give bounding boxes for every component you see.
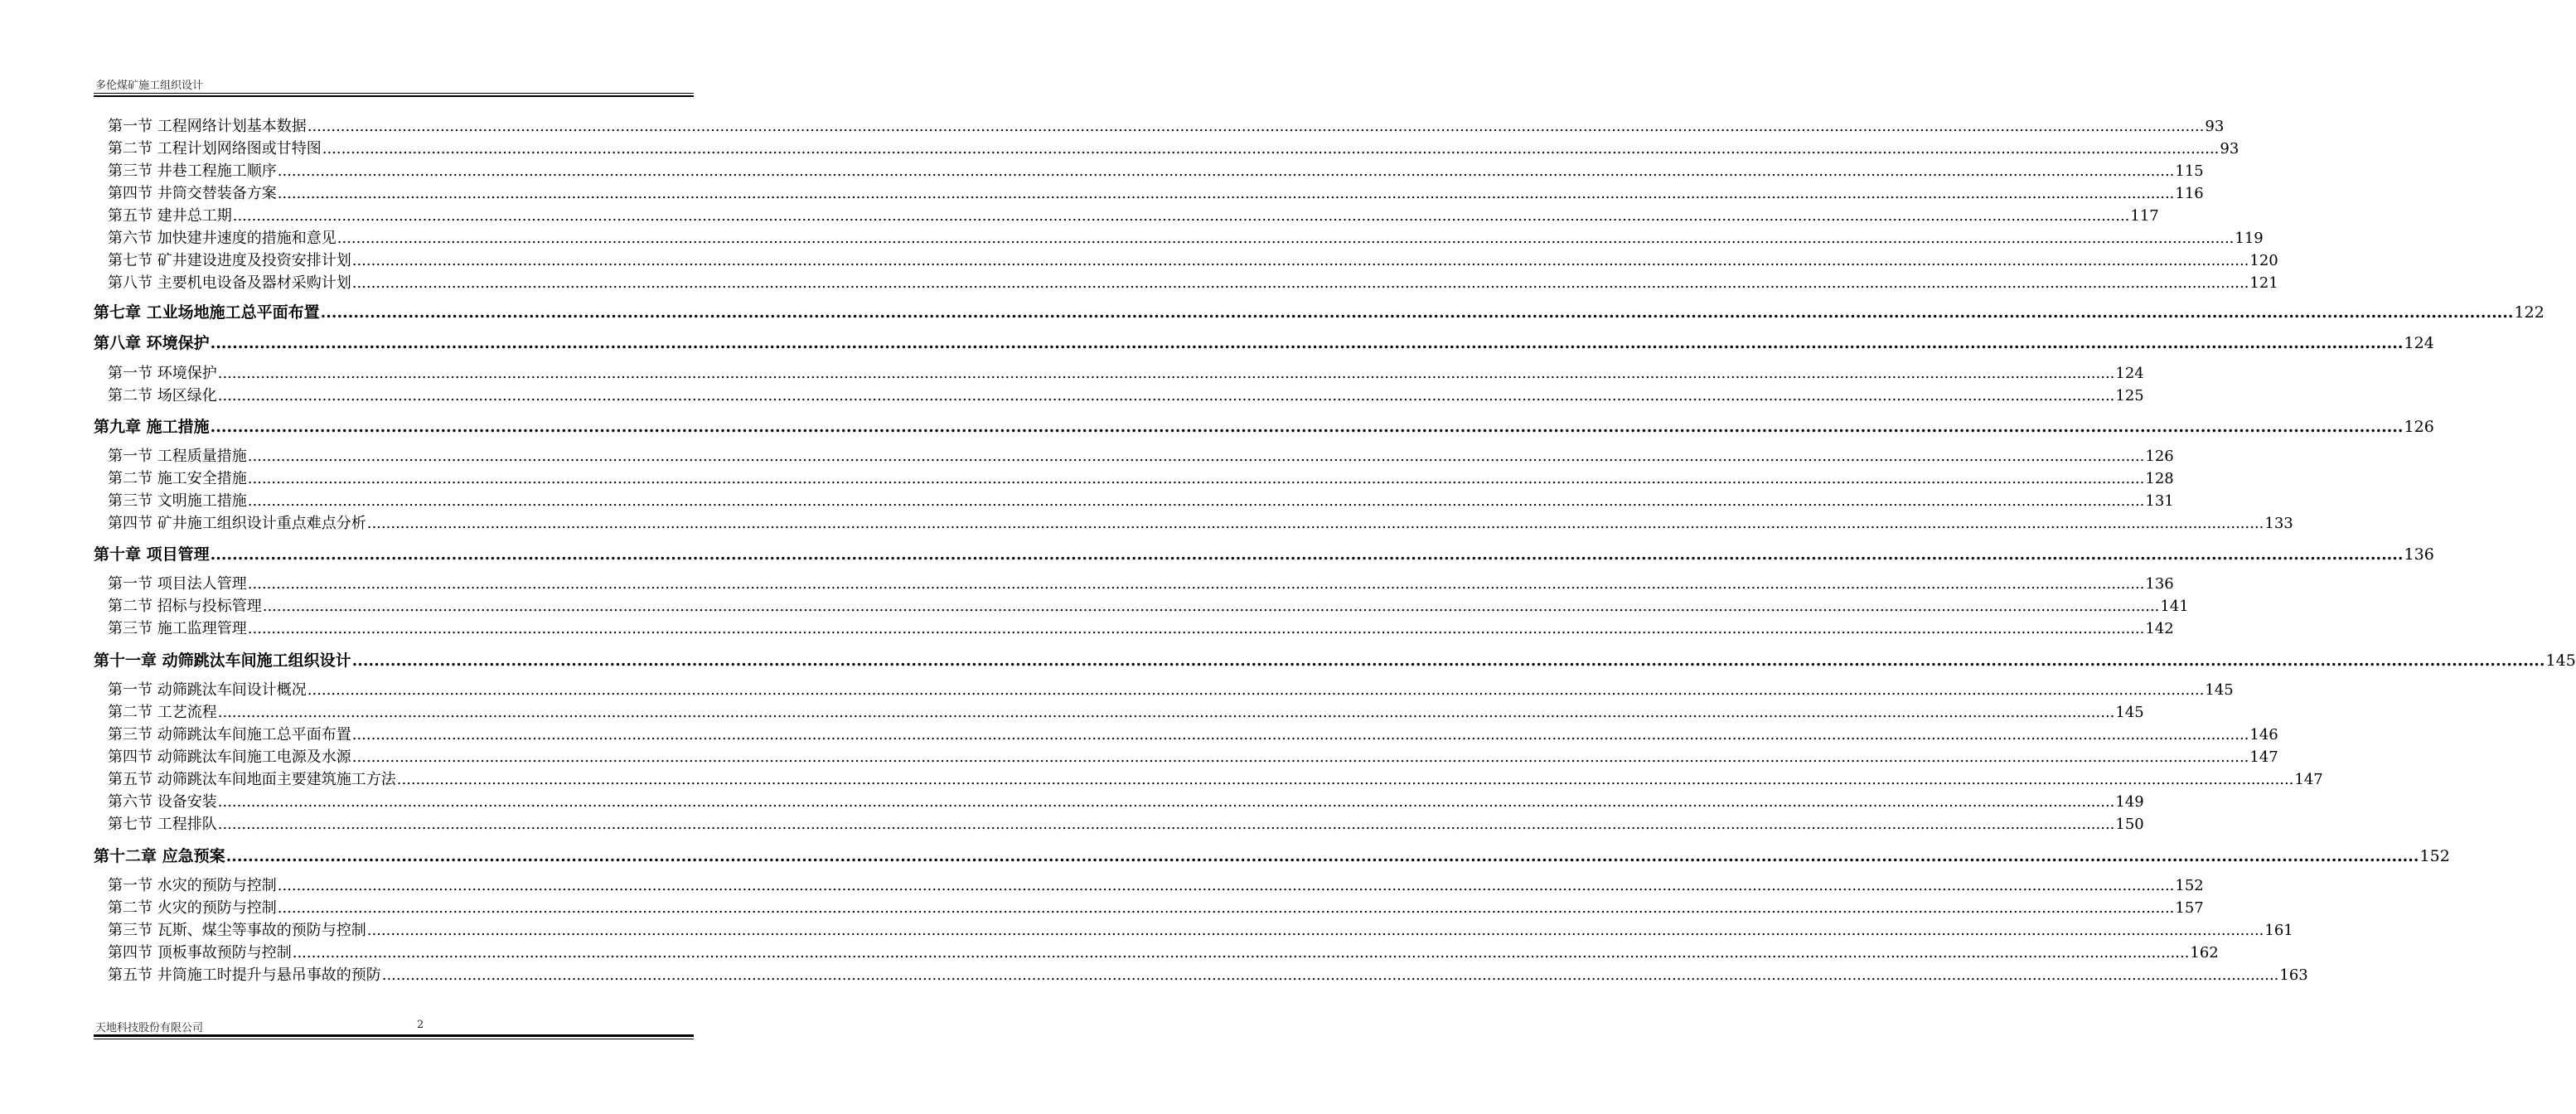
toc-dot-leader: ................................................................................................................................................................................................................................................................................................................................................................................................................	[396, 771, 2294, 788]
header-rule	[94, 93, 694, 94]
toc-dot-leader: ................................................................................................................................................................................................................................................................................................................................................................................................................	[262, 598, 2160, 615]
toc-entry-title: 第六节 加快建井速度的措施和意见	[108, 230, 337, 247]
toc-entry-page: 150	[2115, 816, 2144, 833]
toc-chapter-entry[interactable]	[94, 414, 2434, 438]
toc-dot-leader: ................................................................................................................................................................................................................................................................................................................................................................................................................	[225, 847, 2419, 865]
toc-entry-page: 141	[2160, 598, 2189, 615]
toc-entry-page: 152	[2175, 877, 2204, 894]
toc-section-entry[interactable]	[108, 226, 2264, 248]
toc-dot-leader: ................................................................................................................................................................................................................................................................................................................................................................................................................	[210, 334, 2404, 352]
toc-section-entry[interactable]	[108, 572, 2174, 593]
toc-dot-leader: ................................................................................................................................................................................................................................................................................................................................................................................................................	[292, 944, 2190, 961]
toc-entry-page: 124	[2404, 334, 2434, 352]
toc-section-entry[interactable]	[108, 896, 2204, 918]
toc-entry-title: 第十章 项目管理	[94, 545, 210, 564]
toc-dot-leader: ................................................................................................................................................................................................................................................................................................................................................................................................................	[337, 230, 2235, 247]
toc-section-entry[interactable]	[108, 182, 2204, 203]
toc-section-entry[interactable]	[108, 700, 2144, 722]
toc-entry-page: 136	[2145, 575, 2174, 593]
toc-entry-title: 第五节 建井总工期	[108, 207, 232, 225]
toc-entry-page: 93	[2220, 140, 2239, 157]
toc-section-entry[interactable]	[108, 271, 2278, 293]
toc-entry-page: 147	[2249, 748, 2278, 766]
toc-entry-title: 第四节 井筒交替装备方案	[108, 185, 277, 202]
toc-entry-title: 第四节 矿井施工组织设计重点难点分析	[108, 515, 366, 532]
page-header-title: 多伦煤矿施工组织设计	[95, 80, 204, 92]
toc-section-entry[interactable]	[108, 678, 2234, 700]
toc-entry-title: 第十一章 动筛跳汰车间施工组织设计	[94, 651, 351, 670]
footer-company: 天地科技股份有限公司	[95, 1022, 204, 1034]
toc-entry-page: 133	[2264, 515, 2293, 532]
toc-dot-leader: ................................................................................................................................................................................................................................................................................................................................................................................................................	[217, 816, 2115, 833]
toc-entry-page: 146	[2249, 726, 2278, 743]
toc-entry-page: 124	[2115, 365, 2144, 382]
toc-dot-leader: ................................................................................................................................................................................................................................................................................................................................................................................................................	[217, 365, 2115, 382]
toc-dot-leader: ................................................................................................................................................................................................................................................................................................................................................................................................................	[351, 252, 2249, 269]
toc-entry-page: 142	[2145, 620, 2174, 637]
toc-dot-leader: ................................................................................................................................................................................................................................................................................................................................................................................................................	[247, 492, 2145, 510]
toc-dot-leader: ................................................................................................................................................................................................................................................................................................................................................................................................................	[232, 207, 2130, 225]
toc-dot-leader: ................................................................................................................................................................................................................................................................................................................................................................................................................	[277, 877, 2175, 894]
toc-section-entry[interactable]	[108, 745, 2278, 767]
toc-dot-leader: ................................................................................................................................................................................................................................................................................................................................................................................................................	[366, 922, 2264, 939]
toc-dot-leader: ................................................................................................................................................................................................................................................................................................................................................................................................................	[320, 303, 2514, 322]
toc-dot-leader: ................................................................................................................................................................................................................................................................................................................................................................................................................	[210, 545, 2404, 564]
toc-entry-page: 122	[2514, 303, 2545, 322]
toc-dot-leader: ................................................................................................................................................................................................................................................................................................................................................................................................................	[277, 899, 2175, 917]
toc-entry-title: 第三节 瓦斯、煤尘等事故的预防与控制	[108, 922, 366, 939]
toc-entry-page: 147	[2294, 771, 2323, 788]
toc-dot-leader: ................................................................................................................................................................................................................................................................................................................................................................................................................	[247, 620, 2145, 637]
footer-rule-thick	[94, 1034, 694, 1037]
toc-dot-leader: ................................................................................................................................................................................................................................................................................................................................................................................................................	[351, 274, 2249, 292]
toc-dot-leader: ................................................................................................................................................................................................................................................................................................................................................................................................................	[247, 448, 2145, 465]
toc-dot-leader: ................................................................................................................................................................................................................................................................................................................................................................................................................	[351, 651, 2545, 670]
toc-section-entry[interactable]	[108, 159, 2204, 181]
toc-entry-page: 163	[2279, 966, 2308, 984]
toc-dot-leader: ................................................................................................................................................................................................................................................................................................................................................................................................................	[351, 726, 2249, 743]
toc-section-entry[interactable]	[108, 467, 2174, 488]
toc-entry-page: 119	[2235, 230, 2264, 247]
toc-chapter-entry[interactable]	[94, 300, 2545, 323]
toc-dot-leader: ................................................................................................................................................................................................................................................................................................................................................................................................................	[217, 704, 2115, 721]
toc-section-entry[interactable]	[108, 511, 2293, 533]
toc-dot-leader: ................................................................................................................................................................................................................................................................................................................................................................................................................	[217, 793, 2115, 811]
toc-entry-page: 115	[2175, 162, 2204, 180]
toc-chapter-entry[interactable]	[94, 331, 2434, 354]
toc-entry-title: 第四节 顶板事故预防与控制	[108, 944, 292, 961]
toc-entry-title: 第三节 动筛跳汰车间施工总平面布置	[108, 726, 351, 743]
toc-dot-leader: ................................................................................................................................................................................................................................................................................................................................................................................................................	[366, 515, 2264, 532]
toc-section-entry[interactable]	[108, 874, 2204, 895]
toc-entry-page: 117	[2130, 207, 2159, 225]
toc-entry-page: 120	[2249, 252, 2278, 269]
toc-chapter-entry[interactable]	[94, 844, 2450, 867]
toc-section-entry[interactable]	[108, 594, 2189, 616]
toc-entry-title: 第八节 主要机电设备及器材采购计划	[108, 274, 351, 292]
toc-entry-title: 第二节 火灾的预防与控制	[108, 899, 277, 917]
toc-section-entry[interactable]	[108, 384, 2144, 405]
toc-dot-leader: ................................................................................................................................................................................................................................................................................................................................................................................................................	[277, 185, 2175, 202]
toc-entry-page: 145	[2545, 651, 2576, 670]
toc-dot-leader: ................................................................................................................................................................................................................................................................................................................................................................................................................	[307, 118, 2205, 135]
toc-dot-leader: ................................................................................................................................................................................................................................................................................................................................................................................................................	[307, 681, 2205, 699]
toc-entry-title: 第二节 工程计划网络图或甘特图	[108, 140, 322, 157]
toc-entry-title: 第三节 井巷工程施工顺序	[108, 162, 277, 180]
toc-section-entry[interactable]	[108, 489, 2174, 511]
toc-entry-title: 第十二章 应急预案	[94, 847, 225, 865]
toc-entry-title: 第五节 动筛跳汰车间地面主要建筑施工方法	[108, 771, 396, 788]
toc-section-entry[interactable]	[108, 790, 2144, 811]
toc-entry-page: 152	[2419, 847, 2450, 865]
toc-section-entry[interactable]	[108, 723, 2278, 744]
toc-dot-leader: ................................................................................................................................................................................................................................................................................................................................................................................................................	[381, 966, 2279, 984]
toc-entry-page: 126	[2145, 448, 2174, 465]
toc-entry-page: 93	[2205, 118, 2225, 135]
toc-section-entry[interactable]	[108, 918, 2293, 940]
toc-dot-leader: ................................................................................................................................................................................................................................................................................................................................................................................................................	[247, 575, 2145, 593]
toc-entry-title: 第一节 环境保护	[108, 365, 217, 382]
toc-entry-page: 145	[2205, 681, 2234, 699]
toc-section-entry[interactable]	[108, 361, 2144, 383]
toc-entry-page: 161	[2264, 922, 2293, 939]
toc-dot-leader: ................................................................................................................................................................................................................................................................................................................................................................................................................	[351, 748, 2249, 766]
toc-entry-title: 第七章 工业场地施工总平面布置	[94, 303, 320, 322]
toc-section-entry[interactable]	[108, 114, 2225, 136]
toc-entry-title: 第一节 工程质量措施	[108, 448, 247, 465]
toc-entry-title: 第五节 井筒施工时提升与悬吊事故的预防	[108, 966, 381, 984]
toc-entry-page: 131	[2145, 492, 2174, 510]
toc-dot-leader: ................................................................................................................................................................................................................................................................................................................................................................................................................	[322, 140, 2220, 157]
toc-chapter-entry[interactable]	[94, 542, 2434, 565]
toc-section-entry[interactable]	[108, 444, 2174, 466]
toc-entry-page: 126	[2404, 418, 2434, 436]
toc-section-entry[interactable]	[108, 941, 2219, 962]
toc-entry-title: 第一节 动筛跳汰车间设计概况	[108, 681, 307, 699]
toc-section-entry[interactable]	[108, 617, 2174, 638]
toc-dot-leader: ................................................................................................................................................................................................................................................................................................................................................................................................................	[247, 470, 2145, 487]
toc-entry-title: 第三节 文明施工措施	[108, 492, 247, 510]
toc-entry-title: 第九章 施工措施	[94, 418, 210, 436]
toc-section-entry[interactable]	[108, 812, 2144, 834]
toc-entry-title: 第七节 矿井建设进度及投资安排计划	[108, 252, 351, 269]
toc-entry-title: 第二节 场区绿化	[108, 387, 217, 404]
toc-entry-title: 第八章 环境保护	[94, 334, 210, 352]
footer-page-number: 2	[417, 1019, 424, 1031]
toc-entry-title: 第一节 工程网络计划基本数据	[108, 118, 307, 135]
toc-entry-page: 149	[2115, 793, 2144, 811]
toc-entry-title: 第三节 施工监理管理	[108, 620, 247, 637]
toc-section-entry[interactable]	[108, 249, 2278, 270]
toc-entry-title: 第四节 动筛跳汰车间施工电源及水源	[108, 748, 351, 766]
toc-dot-leader: ................................................................................................................................................................................................................................................................................................................................................................................................................	[217, 387, 2115, 404]
toc-entry-page: 145	[2115, 704, 2144, 721]
toc-entry-title: 第七节 工程排队	[108, 816, 217, 833]
toc-entry-page: 128	[2145, 470, 2174, 487]
toc-section-entry[interactable]	[108, 137, 2239, 158]
toc-entry-title: 第二节 工艺流程	[108, 704, 217, 721]
toc-entry-title: 第二节 招标与投标管理	[108, 598, 262, 615]
toc-entry-page: 121	[2249, 274, 2278, 292]
toc-section-entry[interactable]	[108, 768, 2323, 789]
toc-dot-leader: ................................................................................................................................................................................................................................................................................................................................................................................................................	[277, 162, 2175, 180]
toc-dot-leader: ................................................................................................................................................................................................................................................................................................................................................................................................................	[210, 418, 2404, 436]
toc-entry-page: 162	[2190, 944, 2219, 961]
toc-entry-page: 136	[2404, 545, 2434, 564]
toc-section-entry[interactable]	[108, 204, 2159, 225]
toc-entry-page: 157	[2175, 899, 2204, 917]
toc-entry-title: 第二节 施工安全措施	[108, 470, 247, 487]
toc-entry-page: 116	[2175, 185, 2204, 202]
header-rule-thick	[94, 95, 694, 97]
toc-entry-title: 第一节 项目法人管理	[108, 575, 247, 593]
toc-entry-title: 第六节 设备安装	[108, 793, 217, 811]
toc-entry-page: 125	[2115, 387, 2144, 404]
toc-chapter-entry[interactable]	[94, 648, 2576, 671]
toc-entry-title: 第一节 水灾的预防与控制	[108, 877, 277, 894]
toc-section-entry[interactable]	[108, 963, 2308, 985]
